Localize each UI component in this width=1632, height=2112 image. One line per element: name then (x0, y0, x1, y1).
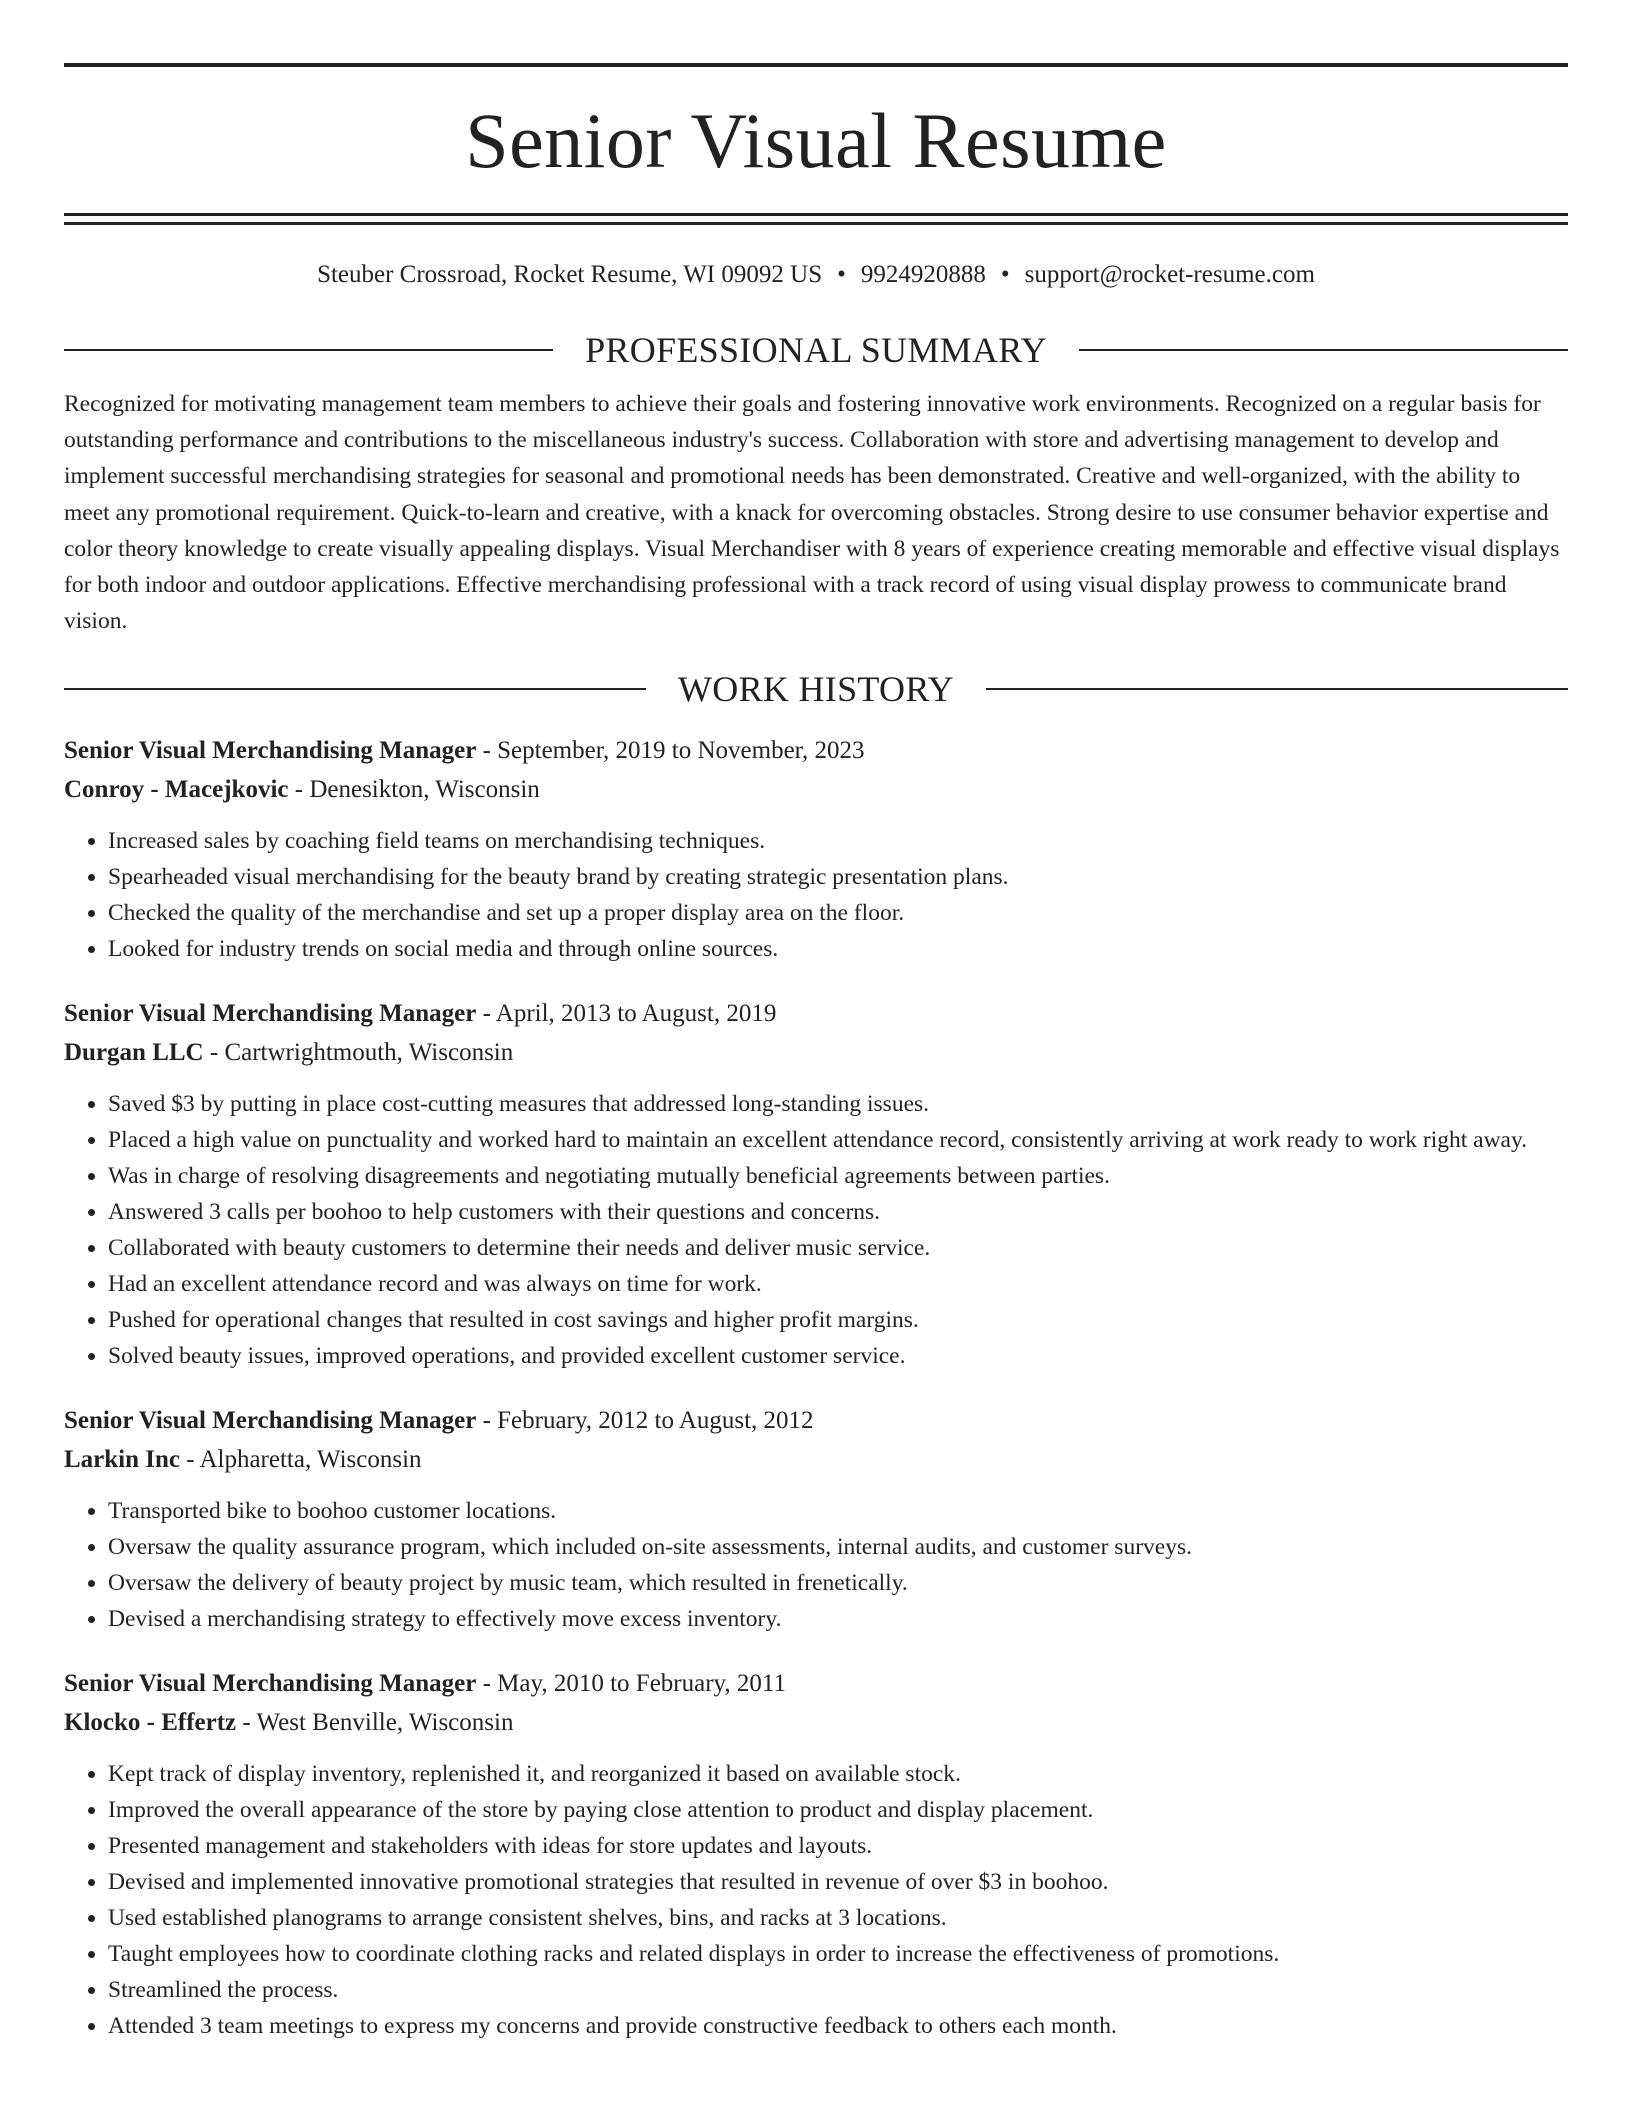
job-company: Klocko - Effertz (64, 1709, 237, 1737)
contact-separator: • (837, 261, 846, 288)
job-company-line (64, 1033, 1568, 1072)
job-bullet: • Devised a merchandising strategy to effectively move excess inventory. (108, 1601, 1568, 1637)
job-bullet: • Improved the overall appearance of the store by paying close attention to product and display placement. (108, 1792, 1568, 1828)
work-history-heading-label: WORK HISTORY (678, 669, 954, 710)
job-company: Durgan LLC (64, 1039, 204, 1067)
job-bullet: • Saved $3 by putting in place cost-cutting measures that addressed long-standing issues. (108, 1086, 1568, 1122)
job-bullet: • Oversaw the delivery of beauty project by music team, which resulted in frenetically. (108, 1565, 1568, 1601)
job-bullet: • Attended 3 team meetings to express my concerns and provide constructive feedback to others each month. (108, 2008, 1568, 2044)
job-title: Senior Visual Merchandising Manager (64, 1407, 477, 1435)
job-title: Senior Visual Merchandising Manager (64, 1670, 477, 1698)
job-dates: - May, 2010 to February, 2011 (476, 1670, 786, 1698)
job-bullet: • Pushed for operational changes that resulted in cost savings and higher profit margins. (108, 1302, 1568, 1338)
job-bullet: • Was in charge of resolving disagreements and negotiating mutually beneficial agreements between parties. (108, 1158, 1568, 1194)
summary-heading-label: PROFESSIONAL SUMMARY (585, 330, 1047, 370)
job-dates: - April, 2013 to August, 2019 (476, 1000, 777, 1028)
job-bullet: • Taught employees how to coordinate clothing racks and related displays in order to increase the effectiveness of promotions. (108, 1936, 1568, 1972)
job-bullet: • Oversaw the quality assurance program, which included on-site assessments, internal audits, and customer surveys. (108, 1529, 1568, 1565)
job-bullets (64, 823, 1568, 967)
job-location: - Alpharetta, Wisconsin (180, 1446, 422, 1474)
job-company: Conroy - Macejkovic (64, 776, 289, 804)
contact-address: Steuber Crossroad, Rocket Resume, WI 09092 US (317, 261, 823, 288)
job-company-line (64, 1440, 1568, 1479)
job-title: Senior Visual Merchandising Manager (64, 1000, 477, 1028)
job-bullet: • Streamlined the process. (108, 1972, 1568, 2008)
top-rule (64, 63, 1568, 67)
job-bullet: • Answered 3 calls per boohoo to help customers with their questions and concerns. (108, 1194, 1568, 1230)
heading-rule-right (1079, 349, 1568, 351)
job-dates: - February, 2012 to August, 2012 (476, 1407, 814, 1435)
job-location: - Denesikton, Wisconsin (288, 776, 540, 804)
contact-line (64, 258, 1568, 292)
job-bullet: • Devised and implemented innovative promotional strategies that resulted in revenue of over $3 in boohoo. (108, 1864, 1568, 1900)
job-bullets (64, 1086, 1568, 1374)
job-bullet: • Had an excellent attendance record and was always on time for work. (108, 1266, 1568, 1302)
job-bullet: • Used established planograms to arrange consistent shelves, bins, and racks at 3 locations. (108, 1900, 1568, 1936)
resume-title: Senior Visual Resume (465, 97, 1167, 184)
job-title-line (64, 1401, 1568, 1440)
heading-rule-left (64, 349, 553, 351)
job-bullets (64, 1756, 1568, 2044)
job-dates: - September, 2019 to November, 2023 (476, 737, 865, 765)
job-bullet: • Collaborated with beauty customers to determine their needs and deliver music service. (108, 1230, 1568, 1266)
job-bullet: • Presented management and stakeholders with ideas for store updates and layouts. (108, 1828, 1568, 1864)
job-title-line (64, 1664, 1568, 1703)
summary-heading (64, 328, 1568, 372)
job-bullets (64, 1493, 1568, 1637)
title-double-rule (64, 213, 1568, 225)
job-company-line (64, 1703, 1568, 1742)
job-bullet: • Kept track of display inventory, replenished it, and reorganized it based on available stock. (108, 1756, 1568, 1792)
job-title-line (64, 731, 1568, 770)
job-location: - West Benville, Wisconsin (236, 1709, 514, 1737)
job-entry (64, 731, 1568, 967)
job-location: - Cartwrightmouth, Wisconsin (203, 1039, 514, 1067)
work-history-list (64, 731, 1568, 2044)
job-bullet: • Increased sales by coaching field teams on merchandising techniques. (108, 823, 1568, 859)
contact-phone: 9924920888 (860, 261, 986, 288)
work-history-heading (64, 667, 1568, 711)
job-bullet: • Solved beauty issues, improved operations, and provided excellent customer service. (108, 1338, 1568, 1374)
contact-separator: • (1000, 261, 1010, 288)
job-entry (64, 1401, 1568, 1637)
job-company-line (64, 770, 1568, 809)
job-company: Larkin Inc (64, 1446, 181, 1474)
job-bullet: • Placed a high value on punctuality and worked hard to maintain an excellent attendance record, consistently arriving at work ready to work right away. (108, 1122, 1568, 1158)
job-bullet: • Looked for industry trends on social media and through online sources. (108, 931, 1568, 967)
job-entry (64, 1664, 1568, 2044)
summary-text: Recognized for motivating management team members to achieve their goals and fostering innovative work environments. Recognized on a regular basis for outstanding performance and contributions to the miscellaneous industry's success. Collaboration with store and advertising management to develop and implement successful merchandising strategies for seasonal and promotional needs has been demonstrated. Creative and well-organized, with the ability to meet any promotional requirement. Quick-to-learn and creative, with a knack for overcoming obstacles. Strong desire to use consumer behavior expertise and color theory knowledge to create visually appealing displays. Visual Merchandiser with 8 years of experience creating memorable and effective visual displays for both indoor and outdoor applications. Effective merchandising professional with a track record of using visual display prowess to communicate brand vision. (64, 391, 1560, 635)
heading-rule-right (986, 688, 1568, 690)
job-title: Senior Visual Merchandising Manager (64, 737, 477, 765)
job-bullet: • Checked the quality of the merchandise and set up a proper display area on the floor. (108, 895, 1568, 931)
job-bullet: • Transported bike to boohoo customer locations. (108, 1493, 1568, 1529)
contact-email: support@rocket-resume.com (1024, 261, 1315, 288)
job-entry (64, 994, 1568, 1374)
heading-rule-left (64, 688, 646, 690)
job-bullet: • Spearheaded visual merchandising for the beauty brand by creating strategic presentation plans. (108, 859, 1568, 895)
job-title-line (64, 994, 1568, 1033)
